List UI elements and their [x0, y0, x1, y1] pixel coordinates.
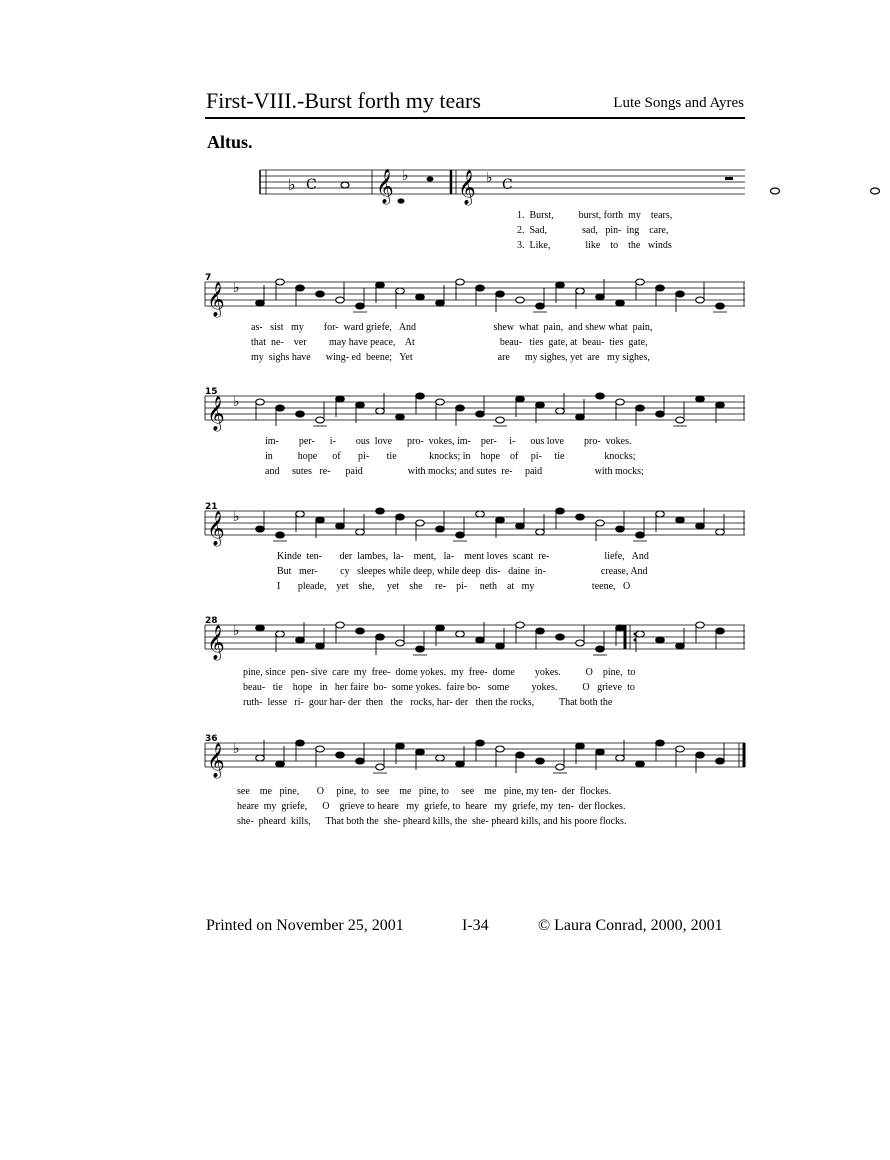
- note-head: [296, 285, 305, 291]
- lyric-verse-1: 1. Burst, burst, forth my tears,: [517, 210, 673, 221]
- measure-number: 7: [205, 273, 212, 283]
- note-head: [398, 198, 405, 203]
- note-head: [336, 297, 345, 303]
- note-head: [716, 758, 725, 764]
- flat-sign: ♭: [486, 170, 493, 186]
- note-head: [356, 303, 365, 309]
- note-head: [456, 631, 465, 637]
- staff-system-2-notation: [205, 272, 745, 327]
- treble-clef-icon: 𝄞: [207, 282, 225, 317]
- note-head: [376, 508, 385, 514]
- note-head: [356, 529, 365, 535]
- note-head: [716, 628, 725, 634]
- note-head: [416, 646, 425, 652]
- note-head: [676, 417, 685, 423]
- note-head: [596, 520, 605, 526]
- note-head: [296, 511, 305, 517]
- note-head: [476, 637, 485, 643]
- note-head: [436, 625, 445, 631]
- note-head: [636, 405, 645, 411]
- note-head: [576, 514, 585, 520]
- note-head: [616, 625, 625, 631]
- note-head: [376, 764, 385, 770]
- note-head: [636, 279, 645, 285]
- note-head: [256, 755, 265, 761]
- voice-part-label: Altus.: [207, 132, 253, 152]
- note-head: [656, 511, 665, 517]
- lyric-verse-2: But mer- cy sleepes while deep, while deep dis- daine in- crease, And: [277, 566, 648, 577]
- lyric-verse-2: heare my griefe, O grieve to heare my griefe, to heare my griefe, my ten- der flockes.: [237, 801, 626, 812]
- note-head: [516, 297, 525, 303]
- flat-sign: ♭: [233, 623, 240, 639]
- note-head: [256, 625, 265, 631]
- note-head: [316, 746, 325, 752]
- note-head: [496, 643, 505, 649]
- note-head: [476, 740, 485, 746]
- note-head: [656, 411, 665, 417]
- lyric-verse-2: in hope of pi- tie knocks; in hope of pi- tie knocks;: [265, 451, 636, 462]
- time-signature: C: [306, 177, 317, 193]
- note-head: [556, 634, 565, 640]
- note-head: [556, 764, 565, 770]
- music-system-5: [205, 615, 745, 715]
- note-head: [656, 285, 665, 291]
- note-head: [336, 752, 345, 758]
- note-head: [341, 182, 349, 188]
- note-head: [536, 402, 545, 408]
- note-head: [316, 643, 325, 649]
- note-head: [576, 414, 585, 420]
- note-head: [496, 417, 505, 423]
- note-head: [476, 511, 485, 517]
- note-head: [336, 523, 345, 529]
- flat-sign: ♭: [233, 280, 240, 296]
- note-head: [476, 411, 485, 417]
- flat-sign: ♭: [233, 741, 240, 757]
- print-date: Printed on November 25, 2001: [206, 917, 404, 934]
- note-head: [556, 282, 565, 288]
- music-system-3: [205, 386, 745, 486]
- note-head: [596, 393, 605, 399]
- note-head: [436, 300, 445, 306]
- music-system-2: [205, 272, 745, 372]
- note-head: [316, 291, 325, 297]
- note-head: [476, 285, 485, 291]
- note-head: [596, 749, 605, 755]
- repeat-dot: [634, 639, 637, 642]
- treble-clef-icon: 𝄞: [207, 396, 225, 431]
- note-head: [436, 526, 445, 532]
- note-head: [636, 631, 645, 637]
- note-head: [336, 396, 345, 402]
- note-head: [676, 517, 685, 523]
- note-head: [456, 761, 465, 767]
- measure-number: 28: [205, 616, 218, 626]
- note-head: [436, 755, 445, 761]
- note-head: [296, 740, 305, 746]
- measure-number: 21: [205, 502, 218, 512]
- page-number: I-34: [462, 917, 489, 934]
- note-head: [396, 640, 405, 646]
- note-head: [376, 282, 385, 288]
- lyric-verse-1: im- per- i- ous love pro- vokes, im- per- i- ous love pro- vokes.: [265, 436, 632, 447]
- music-system-1: [205, 160, 745, 260]
- staff-system-6-notation: [205, 733, 745, 788]
- note-head: [356, 628, 365, 634]
- treble-clef-icon: 𝄞: [207, 511, 225, 546]
- note-head: [656, 740, 665, 746]
- note-head: [296, 411, 305, 417]
- flat-sign: ♭: [233, 394, 240, 410]
- note-head: [396, 514, 405, 520]
- note-head: [696, 396, 705, 402]
- lyric-verse-2: beau- tie hope in her faire bo- some yokes. faire bo- some yokes. O grieve to: [243, 682, 635, 693]
- note-head: [616, 399, 625, 405]
- lyric-verse-2: that ne- ver may have peace, At beau- ties gate, at beau- ties gate,: [251, 337, 648, 348]
- lyric-verse-3: and sutes re- paid with mocks; and sutes re- paid with mocks;: [265, 466, 644, 477]
- copyright: © Laura Conrad, 2000, 2001: [538, 917, 723, 934]
- note-head: [696, 752, 705, 758]
- note-head: [556, 408, 565, 414]
- lyric-verse-3: 3. Like, like to the winds: [517, 240, 672, 251]
- note-head: [556, 508, 565, 514]
- note-head: [536, 529, 545, 535]
- treble-clef-icon: 𝄞: [458, 170, 476, 205]
- note-head: [427, 176, 434, 181]
- note-head: [536, 758, 545, 764]
- flat-sign: ♭: [288, 175, 296, 194]
- note-head: [676, 643, 685, 649]
- note-head: [636, 761, 645, 767]
- note-head: [516, 396, 525, 402]
- note-head: [771, 188, 780, 194]
- note-head: [416, 520, 425, 526]
- treble-clef-icon: 𝄞: [376, 169, 394, 204]
- note-head: [616, 526, 625, 532]
- note-head: [356, 402, 365, 408]
- note-head: [676, 291, 685, 297]
- lyric-verse-3: I pleade, yet she, yet she re- pi- neth at my teene, O: [277, 581, 631, 592]
- note-head: [436, 399, 445, 405]
- treble-clef-icon: 𝄞: [207, 625, 225, 660]
- lyric-verse-1: pine, since pen- sive care my free- dome yokes. my free- dome yokes. O pine, to: [243, 667, 636, 678]
- note-head: [416, 749, 425, 755]
- header-rule: [205, 117, 745, 119]
- note-head: [576, 743, 585, 749]
- note-head: [716, 402, 725, 408]
- note-head: [676, 746, 685, 752]
- staff-system-4-notation: [205, 501, 745, 556]
- note-head: [636, 532, 645, 538]
- note-head: [276, 761, 285, 767]
- note-head: [596, 294, 605, 300]
- note-head: [336, 622, 345, 628]
- note-head: [456, 279, 465, 285]
- note-head: [256, 399, 265, 405]
- note-head: [276, 405, 285, 411]
- note-head: [696, 523, 705, 529]
- lyric-verse-1: see me pine, O pine, to see me pine, to see me pine, my ten- der flockes.: [237, 786, 612, 797]
- note-head: [276, 279, 285, 285]
- note-head: [256, 526, 265, 532]
- note-head: [276, 631, 285, 637]
- note-head: [416, 393, 425, 399]
- note-head: [396, 414, 405, 420]
- note-head: [716, 303, 725, 309]
- music-system-6: [205, 733, 745, 833]
- note-head: [296, 637, 305, 643]
- time-signature: C: [502, 177, 513, 193]
- measure-number: 36: [205, 734, 218, 744]
- note-head: [716, 529, 725, 535]
- lyric-verse-2: 2. Sad, sad, pin- ing care,: [517, 225, 669, 236]
- note-head: [516, 622, 525, 628]
- treble-clef-icon: 𝄞: [207, 743, 225, 778]
- note-head: [496, 517, 505, 523]
- note-head: [456, 532, 465, 538]
- collection-title: Lute Songs and Ayres: [613, 95, 744, 111]
- lyric-verse-3: my sighs have wing- ed beene; Yet are my sighes, yet are my sighes,: [251, 352, 650, 363]
- note-head: [456, 405, 465, 411]
- note-head: [516, 523, 525, 529]
- lyric-verse-1: Kinde ten- der lambes, la- ment, la- ment loves scant re- liefe, And: [277, 551, 649, 562]
- note-head: [576, 640, 585, 646]
- note-head: [276, 532, 285, 538]
- staff-system-3-notation: [205, 386, 745, 441]
- note-head: [576, 288, 585, 294]
- repeat-dot: [634, 633, 637, 636]
- piece-title: First-VIII.-Burst forth my tears: [206, 88, 481, 113]
- note-head: [616, 755, 625, 761]
- note-head: [396, 743, 405, 749]
- note-head: [536, 628, 545, 634]
- lyric-verse-3: she- pheard kills, That both the she- pheard kills, the she- pheard kills, and his poore flocks.: [237, 816, 627, 827]
- note-head: [376, 634, 385, 640]
- note-head: [656, 637, 665, 643]
- note-head: [416, 294, 425, 300]
- lyric-verse-3: ruth- lesse ri- gour har- der then the rocks, har- der then the rocks, That both the: [243, 697, 613, 708]
- note-head: [356, 758, 365, 764]
- note-head: [376, 408, 385, 414]
- note-head: [536, 303, 545, 309]
- note-head: [696, 622, 705, 628]
- note-head: [396, 288, 405, 294]
- flat-sign: ♭: [233, 509, 240, 525]
- note-head: [616, 300, 625, 306]
- note-head: [596, 646, 605, 652]
- measure-number: 15: [205, 387, 218, 397]
- note-head: [496, 291, 505, 297]
- rest: [725, 177, 733, 180]
- music-system-4: [205, 501, 745, 601]
- note-head: [316, 417, 325, 423]
- staff-system-5-notation: [205, 615, 745, 670]
- note-head: [256, 300, 265, 306]
- note-head: [316, 517, 325, 523]
- note-head: [516, 752, 525, 758]
- note-head: [696, 297, 705, 303]
- note-head: [871, 188, 880, 194]
- flat-sign: ♭: [402, 168, 409, 184]
- lyric-verse-1: as- sist my for- ward griefe, And shew what pain, and shew what pain,: [251, 322, 653, 333]
- note-head: [496, 746, 505, 752]
